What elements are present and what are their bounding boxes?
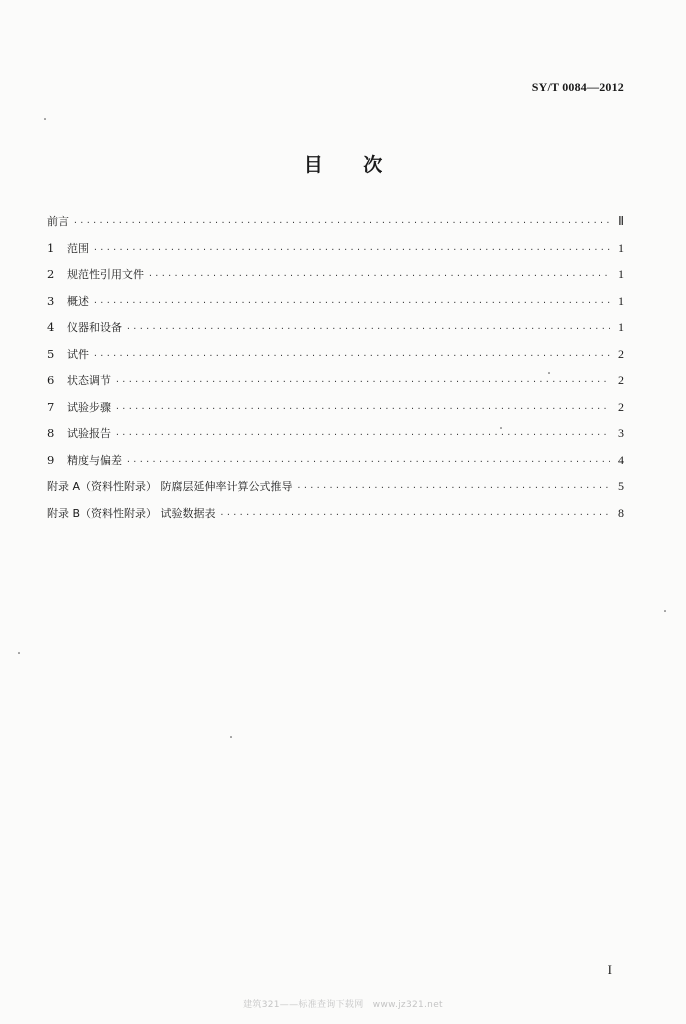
toc-number: 7 — [47, 399, 55, 414]
scan-speck — [548, 372, 550, 374]
toc-page: Ⅱ — [618, 214, 624, 228]
scan-speck — [230, 736, 232, 738]
toc-label: 范围 — [67, 241, 89, 255]
toc-number: 2 — [47, 267, 55, 281]
toc-entry-4[interactable] — [47, 319, 624, 346]
toc-entry-9[interactable] — [47, 452, 624, 479]
toc-number: 9 — [47, 452, 55, 467]
toc-label: 仪器和设备 — [67, 321, 122, 334]
standard-code: SY/T 0084—2012 — [531, 80, 624, 94]
toc-page: 1 — [618, 293, 624, 308]
toc-entry-appendix-a[interactable] — [47, 478, 624, 505]
toc-number: 1 — [47, 240, 55, 255]
scan-speck — [500, 427, 502, 429]
toc-label: 概述 — [67, 294, 89, 308]
toc-number: 3 — [47, 293, 55, 308]
toc-number: 4 — [47, 320, 55, 334]
toc-entry-1[interactable] — [47, 240, 624, 267]
toc-entry-5[interactable] — [47, 346, 624, 373]
toc-leader — [73, 218, 610, 227]
toc-leader — [220, 510, 610, 519]
toc-number: 5 — [47, 346, 55, 361]
table-of-contents — [47, 213, 624, 531]
toc-label: 附录 B（资料性附录） 试验数据表 — [47, 506, 216, 520]
toc-page: 1 — [618, 267, 624, 281]
toc-page: 2 — [618, 399, 624, 414]
toc-label: 附录 A（资料性附录） 防腐层延伸率计算公式推导 — [47, 480, 293, 493]
toc-page: 1 — [618, 240, 624, 255]
toc-entry-3[interactable] — [47, 293, 624, 320]
toc-leader — [115, 404, 610, 413]
toc-page: 3 — [618, 426, 624, 440]
page-title: 目 次 — [303, 154, 383, 176]
toc-label: 试件 — [67, 347, 89, 361]
toc-page: 2 — [618, 346, 624, 361]
toc-page: 4 — [618, 452, 624, 467]
toc-leader — [93, 298, 610, 307]
toc-label: 状态调节 — [67, 374, 111, 387]
toc-label: 试验报告 — [67, 427, 111, 440]
toc-page: 8 — [618, 505, 624, 520]
toc-entry-2[interactable] — [47, 266, 624, 293]
toc-page: 1 — [618, 320, 624, 334]
toc-leader — [126, 457, 610, 466]
scan-speck — [44, 118, 46, 120]
toc-entry-7[interactable] — [47, 399, 624, 426]
toc-leader — [115, 430, 610, 439]
toc-label: 规范性引用文件 — [67, 268, 144, 281]
toc-leader — [93, 351, 610, 360]
scan-speck — [18, 652, 20, 654]
toc-entry-6[interactable] — [47, 372, 624, 399]
toc-label: 前言 — [47, 215, 69, 228]
toc-page: 2 — [618, 373, 624, 387]
toc-leader — [115, 377, 610, 386]
toc-label: 精度与偏差 — [67, 453, 122, 467]
toc-entry-foreword[interactable] — [47, 213, 624, 240]
toc-number: 6 — [47, 373, 55, 387]
toc-entry-8[interactable] — [47, 425, 624, 452]
toc-entry-appendix-b[interactable] — [47, 505, 624, 532]
toc-label: 试验步骤 — [67, 400, 111, 414]
watermark: 建筑321——标准查询下载网 www.jz321.net — [243, 1000, 443, 1010]
toc-leader — [148, 271, 610, 280]
scan-speck — [664, 610, 666, 612]
toc-leader — [297, 483, 610, 492]
toc-leader — [126, 324, 610, 333]
toc-number: 8 — [47, 426, 55, 440]
toc-page: 5 — [618, 479, 624, 493]
toc-leader — [93, 245, 610, 254]
page-number: I — [607, 962, 612, 977]
